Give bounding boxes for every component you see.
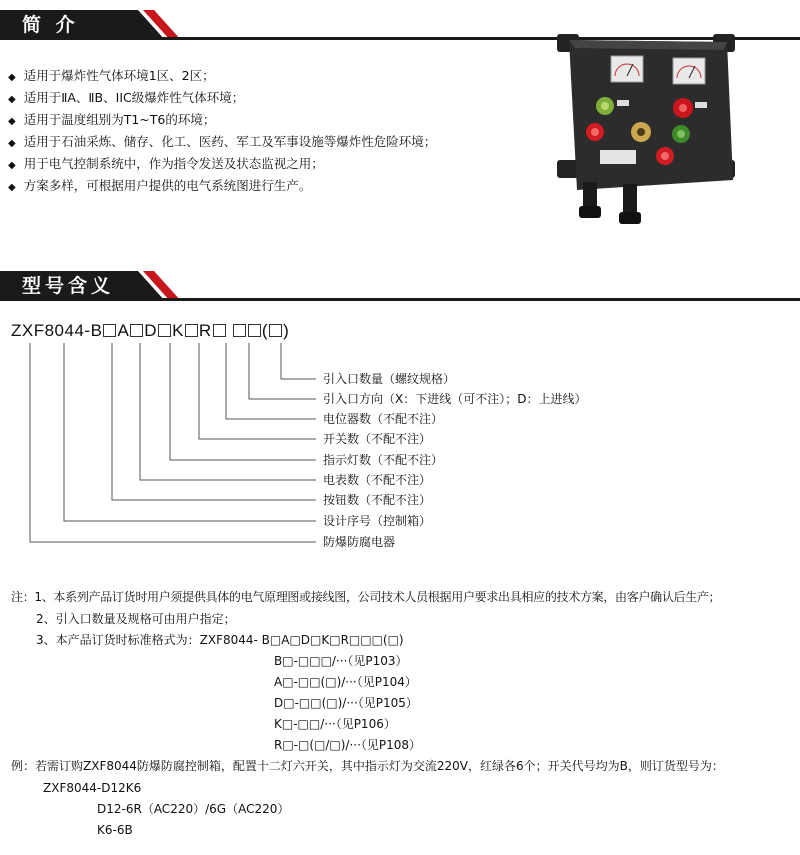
code-desc: 电位器数（不配不注）	[323, 412, 444, 426]
model-letter: A	[117, 321, 130, 340]
note-sub: B□-□□□/···（见P103）	[274, 654, 408, 668]
list-item: ◆ 用于电气控制系统中，作为指令发送及状态监视之用；	[8, 154, 436, 176]
list-item: ◆ 适用于温度组别为T1~T6的环境；	[8, 110, 436, 132]
note-3: 3、本产品订货时标准格式为：ZXF8044- B□A□D□K□R□□□(□)	[36, 633, 404, 647]
code-desc: 指示灯数（不配不注）	[323, 453, 444, 467]
note-sub: D□-□□(□)/···（见P105）	[274, 696, 418, 710]
section-title: 型号含义	[22, 275, 115, 297]
code-desc: 按钮数（不配不注）	[323, 493, 432, 507]
note-sub: A□-□□(□)/···（见P104）	[274, 675, 417, 689]
code-desc: 电表数（不配不注）	[323, 473, 432, 487]
note-2: 2、引入口数量及规格可由用户指定；	[36, 612, 236, 626]
list-item: ◆ 适用于ⅡA、ⅡB、IIC级爆炸性气体环境；	[8, 88, 436, 110]
code-desc: 防爆防腐电器	[323, 535, 396, 549]
list-item: ◆ 适用于石油采炼、储存、化工、医药、军工及军事设施等爆炸性危险环境；	[8, 132, 436, 154]
note-1: 注：1、本系列产品订货时用户须提供具体的电气原理图或接线图，公司技术人员根据用户要求出具相应的技术方案，由客户确认后生产；	[11, 590, 721, 604]
model-paren: (	[261, 321, 269, 340]
example-code: ZXF8044-D12K6	[43, 781, 142, 795]
code-desc: 引入口数量（螺纹规格）	[323, 372, 456, 386]
model-letter: D	[144, 321, 158, 340]
model-letter: K	[172, 321, 184, 340]
model-letter: R	[198, 321, 212, 340]
note-sub: K□-□□/···（见P106）	[274, 717, 396, 731]
code-desc: 引入口方向（X：下进线（可不注）；D：上进线）	[323, 392, 587, 406]
code-desc: 开关数（不配不注）	[323, 432, 432, 446]
example-code: D12-6R（AC220）/6G（AC220）	[97, 802, 290, 816]
list-item: ◆ 适用于爆炸性气体环境1区、2区；	[8, 66, 436, 88]
example-text: 例：若需订购ZXF8044防爆防腐控制箱，配置十二灯六开关，其中指示灯为交流220V，红绿各6个；开关代号均为B，则订货型号为：	[11, 759, 724, 773]
example-code: K6-6B	[97, 823, 133, 837]
model-prefix: ZXF8044-B	[11, 321, 103, 340]
model-paren: )	[283, 321, 290, 340]
code-desc: 设计序号（控制箱）	[323, 514, 432, 528]
note-sub: R□-□(□/□)/···（见P108）	[274, 738, 422, 752]
list-item: ◆ 方案多样，可根据用户提供的电气系统图进行生产。	[8, 176, 436, 198]
section-title: 简 介	[22, 14, 79, 36]
